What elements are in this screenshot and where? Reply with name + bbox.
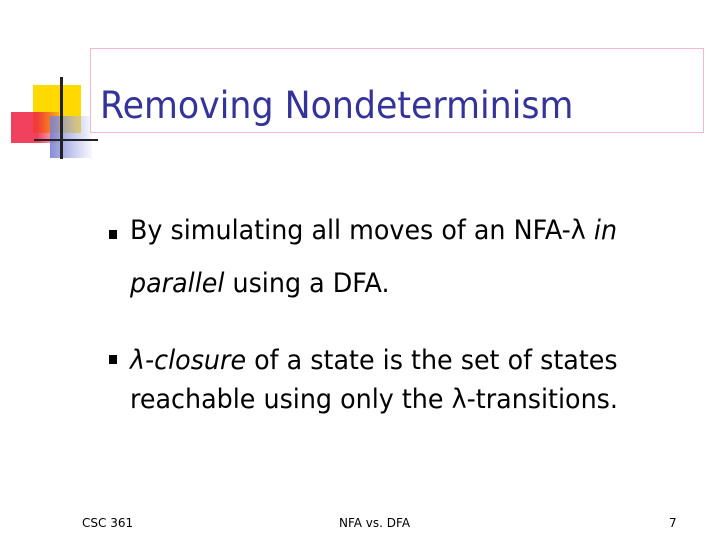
bullet-1-line-1: By simulating all moves of an NFA-λ in bbox=[130, 215, 618, 246]
slide-title: Removing Nondeterminism bbox=[100, 84, 574, 127]
bullet-1-line-2: parallel using a DFA. bbox=[130, 268, 390, 299]
bullet-2-line-2: reachable using only the λ-transitions. bbox=[130, 384, 618, 415]
bullet-square-icon bbox=[109, 355, 117, 364]
logo-vertical-line bbox=[60, 77, 63, 159]
bullet-2-line-1: λ-closure of a state is the set of states bbox=[130, 345, 618, 376]
logo-horizontal-line bbox=[34, 139, 98, 141]
footer-course: CSC 361 bbox=[82, 516, 134, 530]
bullet-square-icon bbox=[109, 230, 117, 239]
footer-page-number: 7 bbox=[669, 516, 677, 530]
footer-topic: NFA vs. DFA bbox=[339, 516, 411, 530]
logo-blue-square bbox=[50, 116, 92, 158]
